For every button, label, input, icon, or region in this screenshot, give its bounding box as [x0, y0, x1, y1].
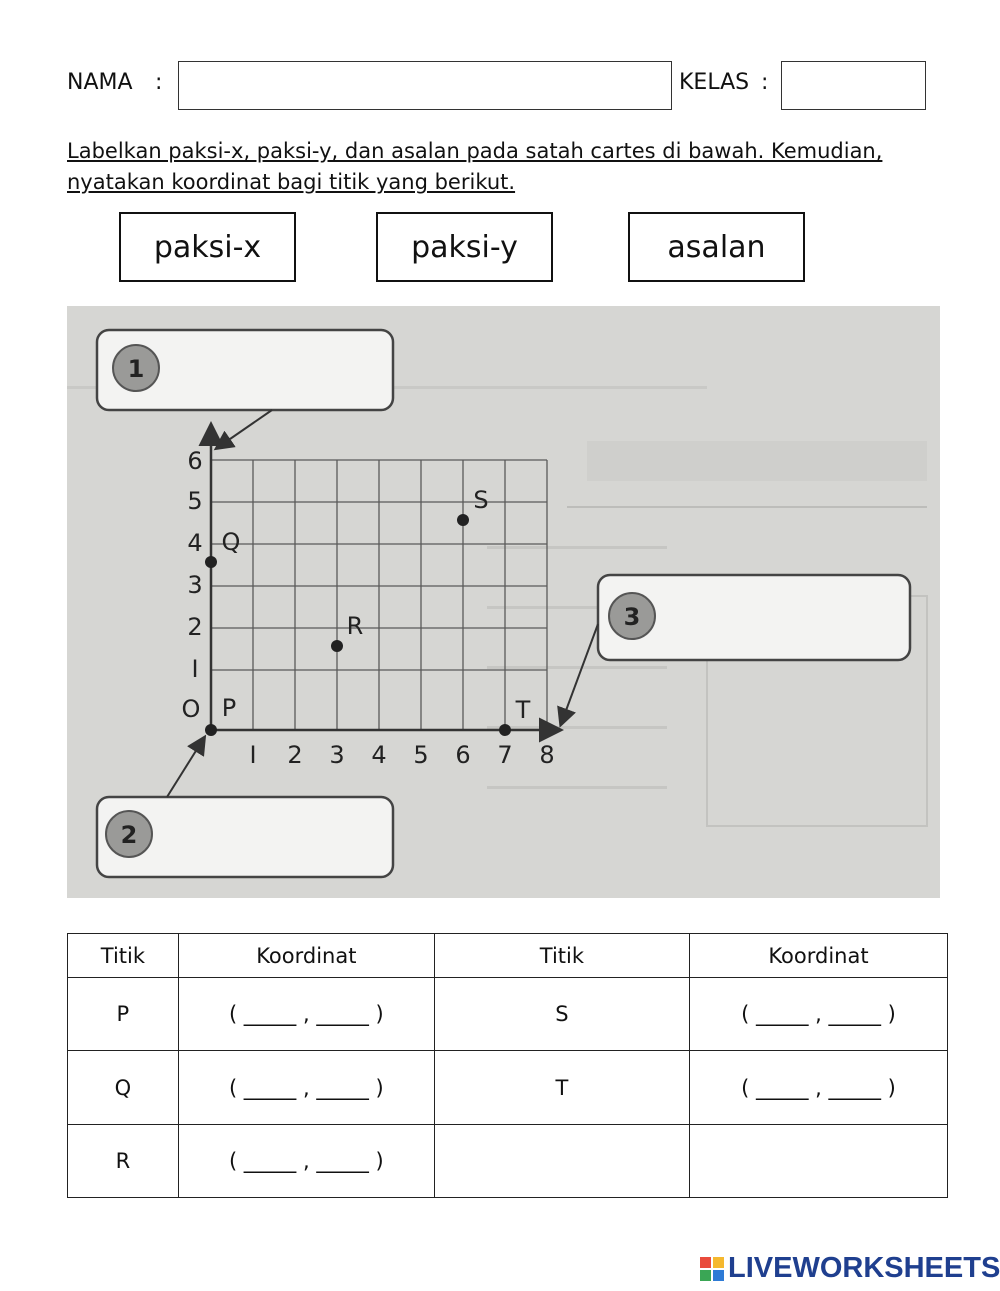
- point-t-label: T: [515, 696, 531, 724]
- answer-table: [67, 933, 948, 1198]
- point-q-label: Q: [221, 528, 241, 556]
- y-tick-label: 3: [187, 571, 203, 599]
- table-row: [68, 1051, 948, 1124]
- instruction-text: Labelkan paksi-x, paksi-y, dan asalan pada satah cartes di bawah. Kemudian, nyatakan koordinat bagi titik yang berikut.: [67, 139, 883, 194]
- x-tick-label: 3: [329, 741, 345, 769]
- point-name-cell: P: [68, 978, 179, 1051]
- point-name-cell: R: [68, 1124, 179, 1197]
- table-header: Titik: [434, 934, 689, 978]
- y-tick-label: 2: [187, 613, 203, 641]
- empty-cell: [434, 1124, 689, 1197]
- kelas-colon: :: [761, 70, 769, 95]
- point-name-cell: S: [434, 978, 689, 1051]
- x-tick-label: 4: [371, 741, 387, 769]
- point-p-label: P: [221, 694, 237, 722]
- y-tick-label: 6: [187, 447, 203, 475]
- drag-option-paksi-x[interactable]: paksi-x: [119, 212, 296, 282]
- kelas-input[interactable]: [781, 61, 926, 110]
- coordinate-answer-t[interactable]: ( _____ , _____ ): [689, 1051, 947, 1124]
- table-row: [68, 1124, 948, 1197]
- table-header: Koordinat: [178, 934, 434, 978]
- coordinate-answer-r[interactable]: ( _____ , _____ ): [178, 1124, 434, 1197]
- kelas-label: KELAS: [679, 70, 750, 95]
- coordinate-answer-q[interactable]: ( _____ , _____ ): [178, 1051, 434, 1124]
- nama-label: NAMA: [67, 70, 133, 95]
- point-q-marker: [205, 556, 217, 568]
- point-r-marker: [331, 640, 343, 652]
- x-tick-label: 6: [455, 741, 471, 769]
- table-header-row: [68, 934, 948, 978]
- logo-text: LIVEWORKSHEETS: [728, 1252, 1000, 1284]
- cartesian-figure: [67, 306, 940, 898]
- y-tick-label: 5: [187, 487, 203, 515]
- drag-option-paksi-y[interactable]: paksi-y: [376, 212, 553, 282]
- table-header: Koordinat: [689, 934, 947, 978]
- table-row: [68, 978, 948, 1051]
- y-tick-label: I: [191, 655, 199, 683]
- x-tick-label: 8: [539, 741, 555, 769]
- drag-option-asalan[interactable]: asalan: [628, 212, 805, 282]
- nama-input[interactable]: [178, 61, 672, 110]
- table-header: Titik: [68, 934, 179, 978]
- callout-2-number: 2: [120, 821, 138, 849]
- origin-label: O: [181, 695, 201, 723]
- x-tick-label: 7: [497, 741, 513, 769]
- point-r-label: R: [346, 612, 364, 640]
- point-p-marker: [205, 724, 217, 736]
- liveworksheets-logo: [700, 1252, 1000, 1285]
- point-t-marker: [499, 724, 511, 736]
- y-tick-label: 4: [187, 529, 203, 557]
- empty-cell: [689, 1124, 947, 1197]
- point-name-cell: Q: [68, 1051, 179, 1124]
- x-tick-label: 2: [287, 741, 303, 769]
- coordinate-answer-s[interactable]: ( _____ , _____ ): [689, 978, 947, 1051]
- x-tick-label: 5: [413, 741, 429, 769]
- point-s-label: S: [473, 486, 489, 514]
- point-s-marker: [457, 514, 469, 526]
- logo-squares-icon: [700, 1257, 724, 1281]
- x-tick-label: I: [249, 741, 257, 769]
- coordinate-answer-p[interactable]: ( _____ , _____ ): [178, 978, 434, 1051]
- callout-1-number: 1: [127, 355, 145, 383]
- point-name-cell: T: [434, 1051, 689, 1124]
- callout-3-number: 3: [623, 603, 641, 631]
- nama-colon: :: [155, 70, 163, 95]
